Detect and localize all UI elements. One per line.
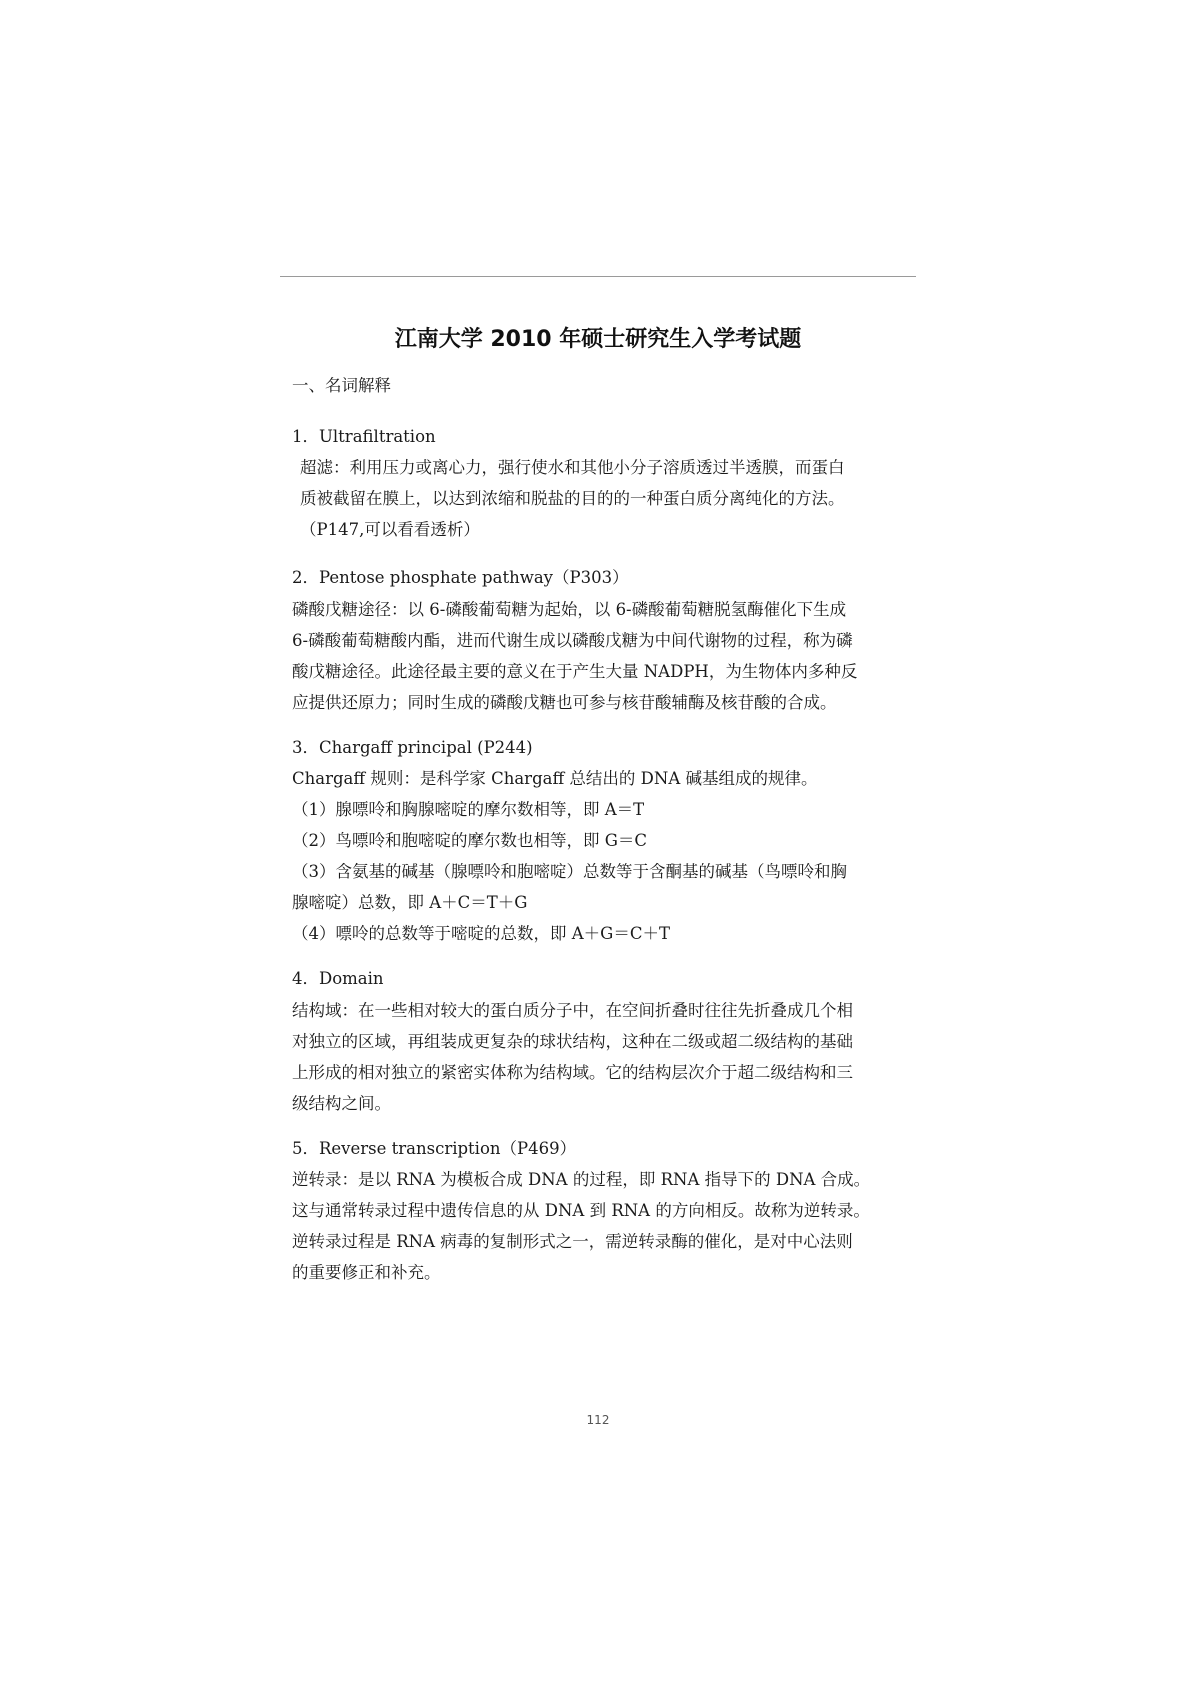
answer-line: （1）腺嘌呤和胸腺嘧啶的摩尔数相等，即 A＝T: [292, 800, 645, 819]
answer-line: 逆转录：是以 RNA 为模板合成 DNA 的过程，即 RNA 指导下的 DNA 合成。: [292, 1170, 871, 1189]
question-heading-3: 3．Chargaff principal (P244): [292, 738, 533, 757]
answer-4: [292, 995, 853, 1119]
answer-line: 6-磷酸葡萄糖酸内酯，进而代谢生成以磷酸戊糖为中间代谢物的过程，称为磷: [292, 631, 853, 650]
question-heading-4: 4．Domain: [292, 969, 384, 988]
answer-line: 级结构之间。: [292, 1094, 391, 1113]
header-rule: [280, 276, 916, 277]
answer-2: [292, 594, 857, 718]
answer-line: 质被截留在膜上，以达到浓缩和脱盐的目的的一种蛋白质分离纯化的方法。: [300, 489, 845, 508]
answer-line: （P147,可以看看透析）: [300, 520, 480, 539]
answer-line: 超滤：利用压力或离心力，强行使水和其他小分子溶质透过半透膜，而蛋白: [300, 458, 845, 477]
question-heading-1: 1．Ultrafiltration: [292, 427, 436, 446]
question-heading-5: 5．Reverse transcription（P469）: [292, 1139, 577, 1158]
answer-line: 磷酸戊糖途径：以 6-磷酸葡萄糖为起始，以 6-磷酸葡萄糖脱氢酶催化下生成: [292, 600, 847, 619]
question-heading-2: 2．Pentose phosphate pathway（P303）: [292, 568, 629, 587]
answer-line: Chargaff 规则：是科学家 Chargaff 总结出的 DNA 碱基组成的规律。: [292, 769, 818, 788]
answer-line: （2）鸟嘌呤和胞嘧啶的摩尔数也相等，即 G＝C: [292, 831, 648, 850]
answer-5: [292, 1164, 870, 1288]
answer-line: 腺嘧啶）总数，即 A＋C＝T＋G: [292, 893, 528, 912]
answer-line: 结构域：在一些相对较大的蛋白质分子中，在空间折叠时往往先折叠成几个相: [292, 1001, 853, 1020]
answer-line: 应提供还原力；同时生成的磷酸戊糖也可参与核苷酸辅酶及核苷酸的合成。: [292, 693, 837, 712]
answer-1: [300, 452, 845, 545]
section-heading: 一、名词解释: [292, 376, 391, 395]
page-title: 江南大学 2010 年硕士研究生入学考试题: [394, 327, 802, 352]
answer-line: 逆转录过程是 RNA 病毒的复制形式之一，需逆转录酶的催化，是对中心法则: [292, 1232, 853, 1251]
answer-line: 对独立的区域，再组装成更复杂的球状结构，这种在二级或超二级结构的基础: [292, 1032, 853, 1051]
answer-line: （3）含氨基的碱基（腺嘌呤和胞嘧啶）总数等于含酮基的碱基（鸟嘌呤和胸: [292, 862, 847, 881]
answer-line: 这与通常转录过程中遗传信息的从 DNA 到 RNA 的方向相反。故称为逆转录。: [292, 1201, 870, 1220]
answer-line: 上形成的相对独立的紧密实体称为结构域。它的结构层次介于超二级结构和三: [292, 1063, 853, 1082]
answer-3: [292, 763, 847, 949]
answer-line: 的重要修正和补充。: [292, 1263, 441, 1282]
answer-line: （4）嘌呤的总数等于嘧啶的总数，即 A＋G＝C＋T: [292, 924, 670, 943]
page-number: 112: [586, 1413, 610, 1427]
answer-line: 酸戊糖途径。此途径最主要的意义在于产生大量 NADPH，为生物体内多种反: [292, 662, 858, 681]
